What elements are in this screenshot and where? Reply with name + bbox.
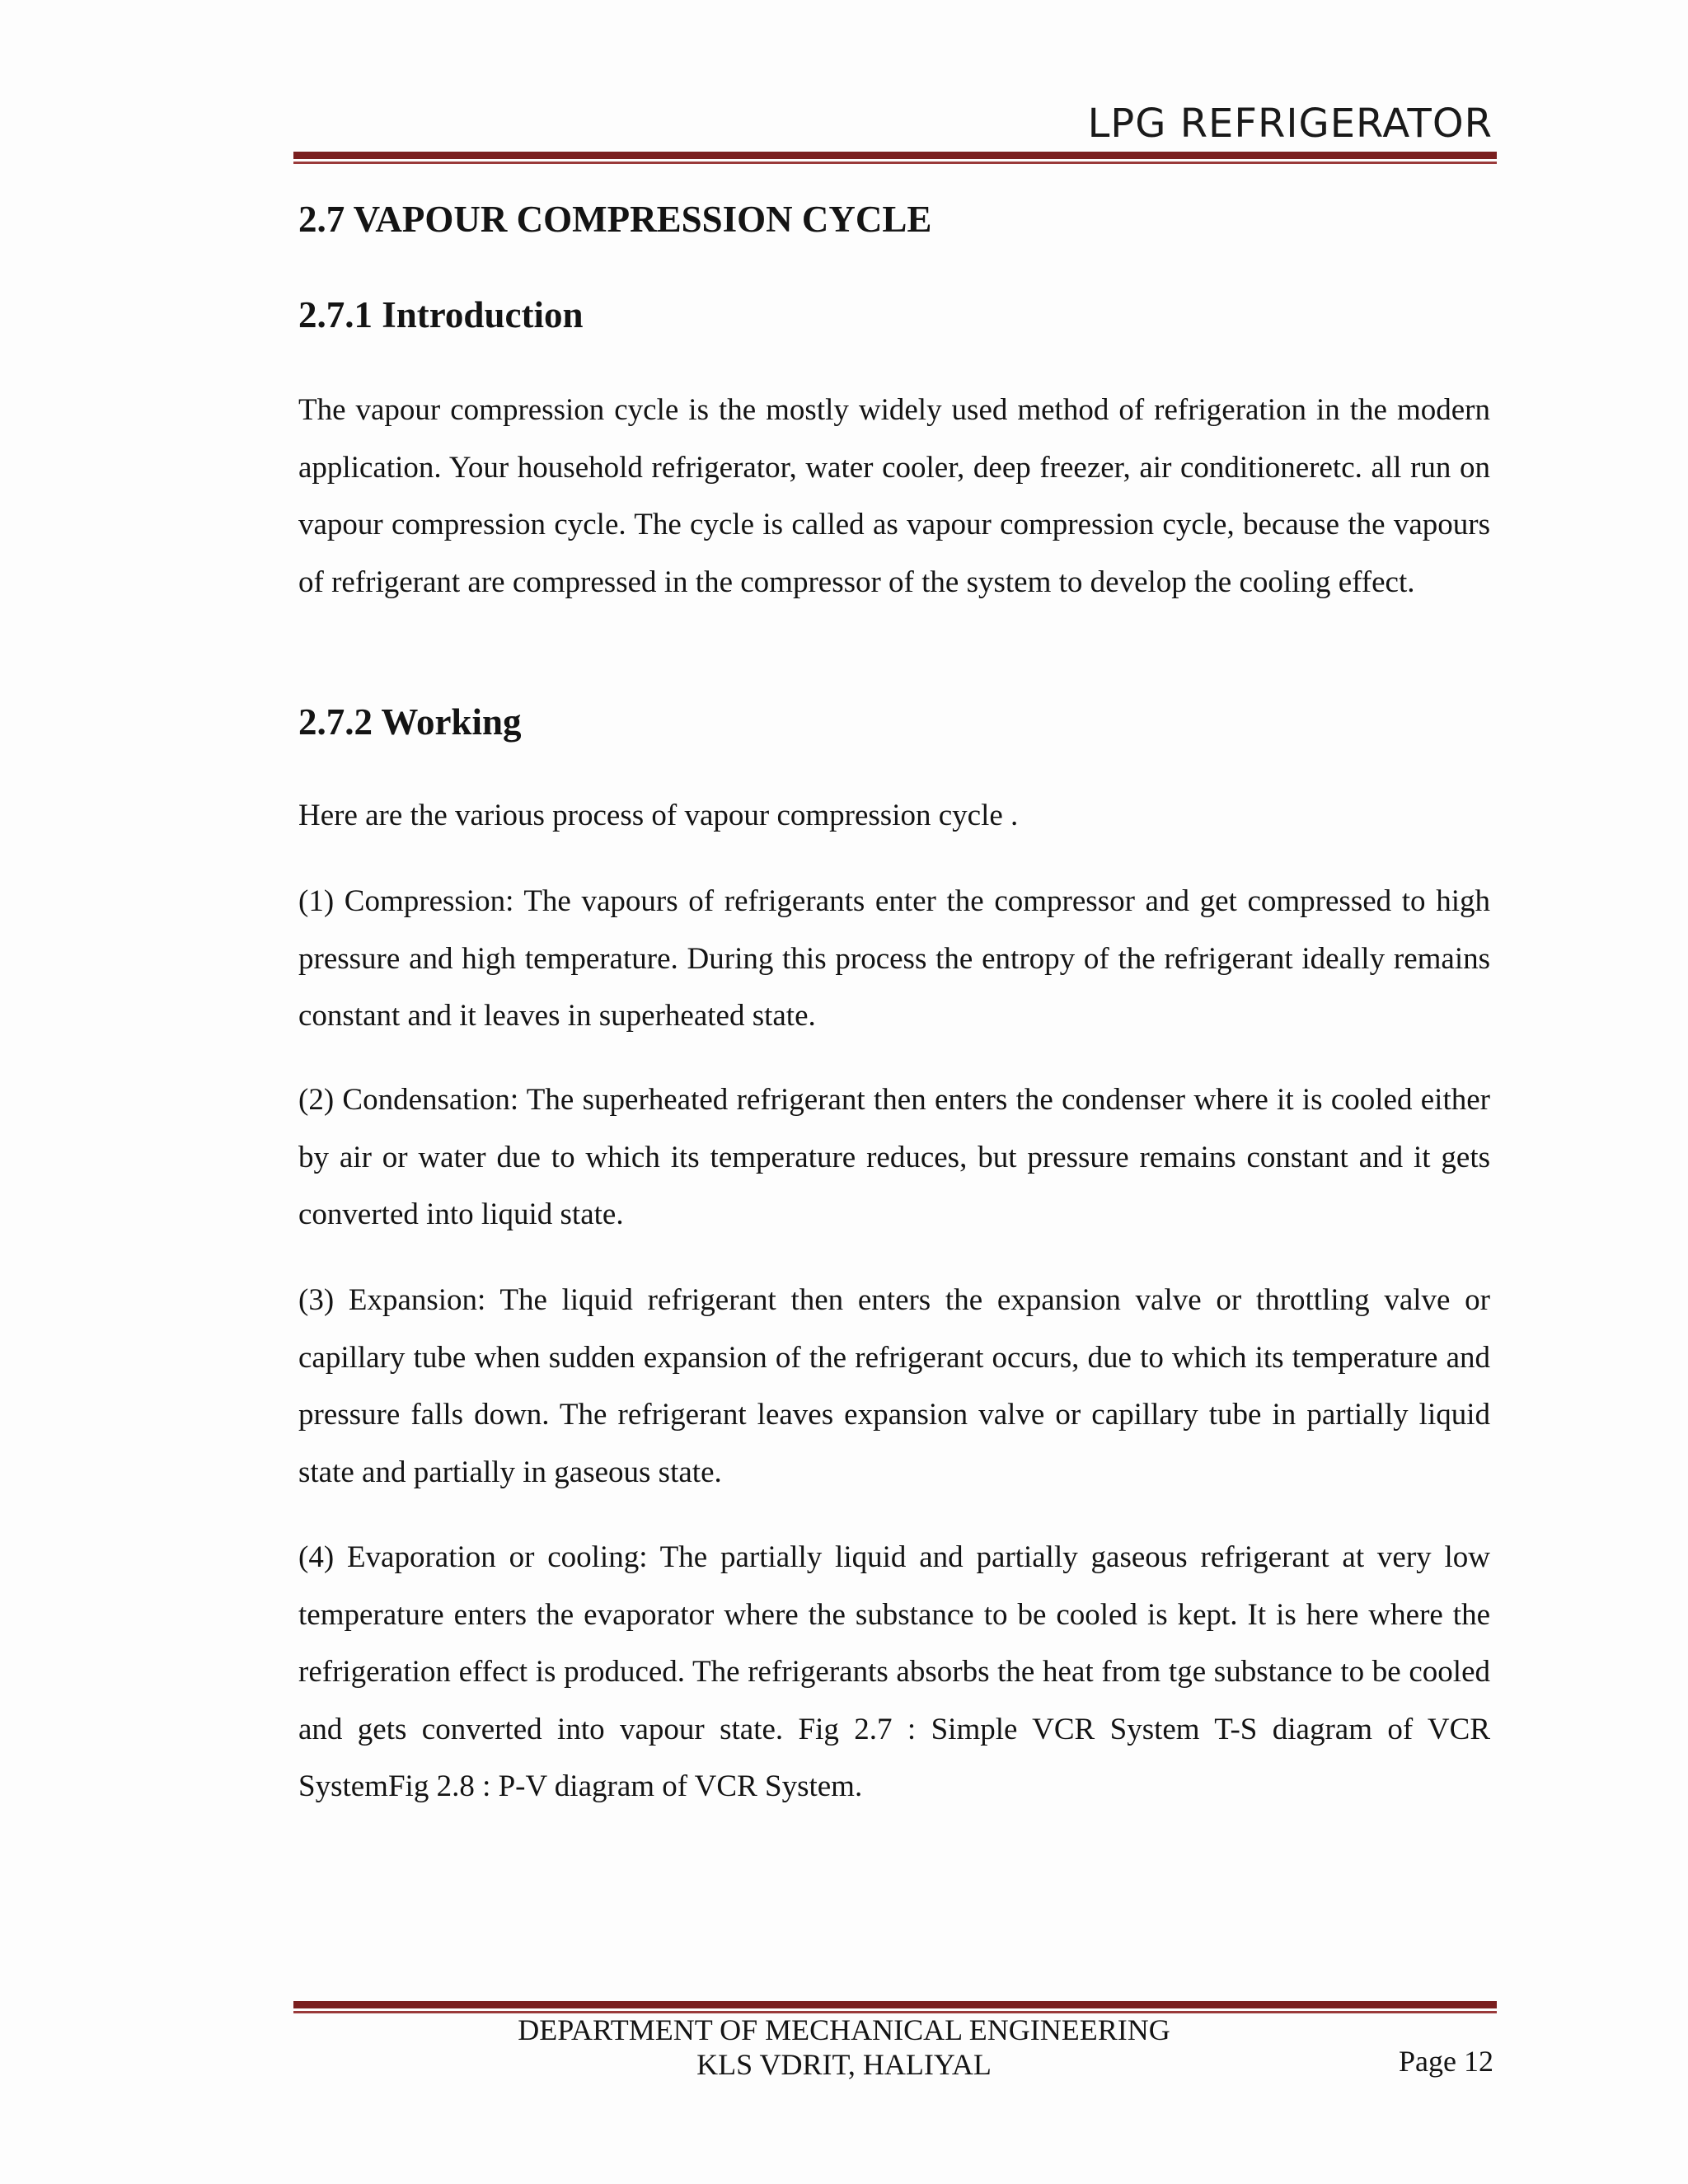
running-header: LPG REFRIGERATOR [1087, 101, 1493, 147]
introduction-heading: 2.7.1 Introduction [298, 294, 584, 335]
working-intro: Here are the various process of vapour compression cycle . [298, 799, 1019, 832]
working-heading: 2.7.2 Working [298, 701, 522, 743]
footer-institute: KLS VDRIT, HALIYAL [696, 2048, 992, 2081]
footer-department: DEPARTMENT OF MECHANICAL ENGINEERING [518, 2013, 1170, 2046]
introduction-paragraph: The vapour compression cycle is the mostly widely used method of refrigeration in the modern application. Your household refrigerator, water cooler, deep freezer, air conditioneretc. all run on vapour compression cycle. The cycle is called as vapour compression cycle, because the vapours of refrigerant are compressed in the compressor of the system to develop the cooling effect. [298, 393, 1490, 599]
step-condensation: (2) Condensation: The superheated refrigerant then enters the condenser where it is cooled either by air or water due to which its temperature reduces, but pressure remains constant and it gets converted into liquid state. [298, 1083, 1490, 1231]
step-evaporation: (4) Evaporation or cooling: The partially liquid and partially gaseous refrigerant at very low temperature enters the evaporator where the substance to be cooled is kept. It is here where the refrigeration effect is produced. The refrigerants absorbs the heat from tge substance to be cooled and gets converted into vapour state. Fig 2.7 : Simple VCR System T-S diagram of VCR SystemFig 2.8 : P-V diagram of VCR System. [298, 1540, 1490, 1803]
footer-rule [293, 2001, 1497, 2013]
step-compression: (1) Compression: The vapours of refrigerants enter the compressor and get compressed to high pressure and high temperature. During this process the entropy of the refrigerant ideally remains constant and it leaves in superheated state. [298, 884, 1490, 1033]
page-number: Page 12 [1399, 2045, 1493, 2078]
section-title: 2.7 VAPOUR COMPRESSION CYCLE [298, 199, 932, 240]
step-expansion: (3) Expansion: The liquid refrigerant then enters the expansion valve or throttling valve or capillary tube when sudden expansion of the refrigerant occurs, due to which its temperature and pressure falls down. The refrigerant leaves expansion valve or capillary tube in partially liquid state and partially in gaseous state. [298, 1283, 1490, 1489]
header-rule [293, 152, 1497, 164]
